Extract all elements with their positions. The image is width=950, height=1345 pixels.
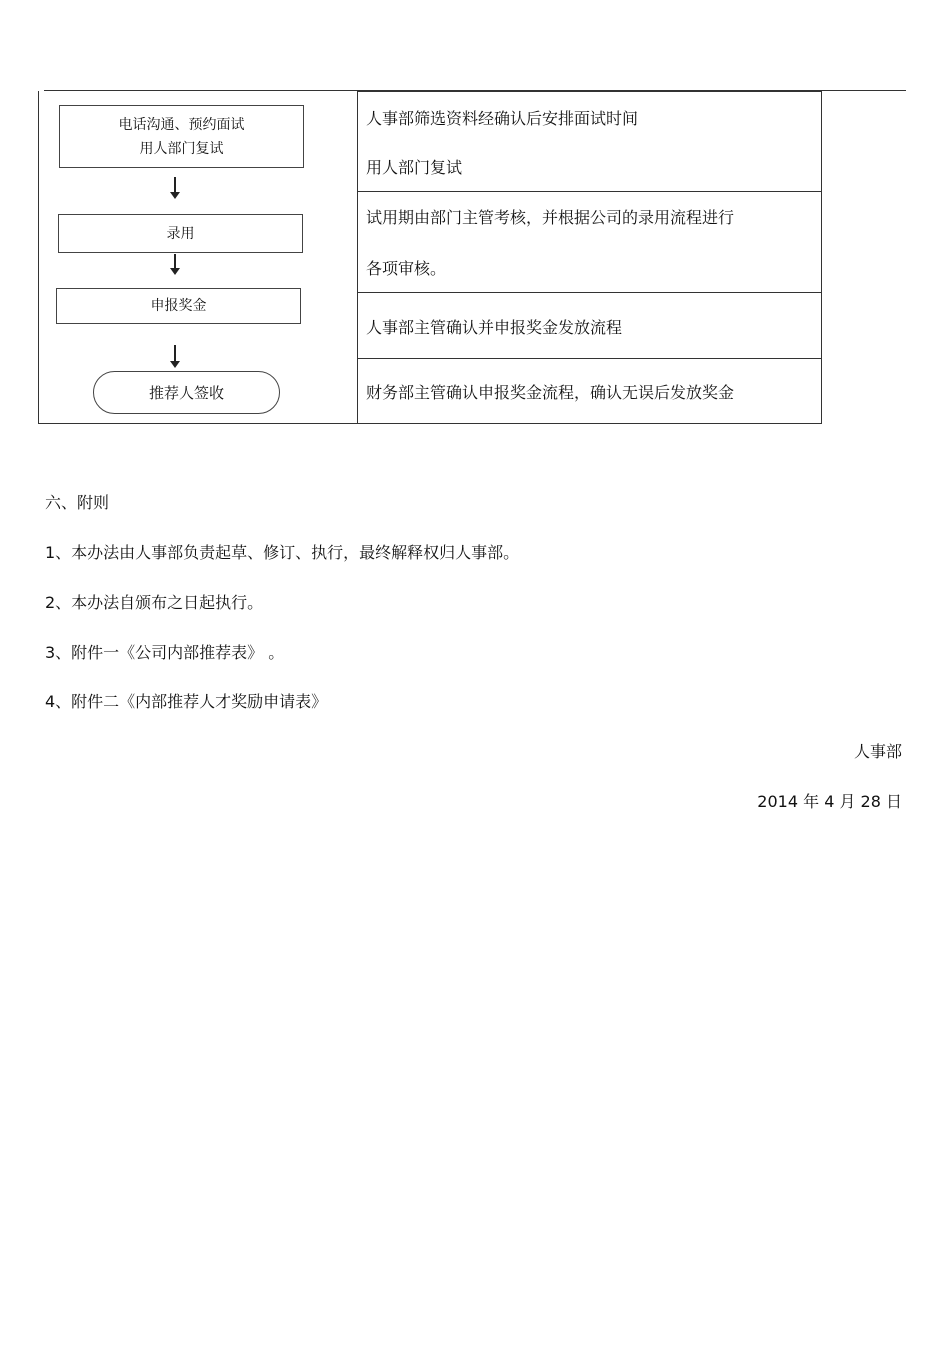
flow-step-label: 申报奖金 [150, 298, 207, 314]
description-text: 人事部主管确认并申报奖金发放流程 [366, 318, 623, 337]
appendix-item: 2、本办法自颁布之日起执行。 [45, 593, 264, 612]
description-text: 用人部门复试 [366, 158, 463, 177]
description-text: 试用期由部门主管考核，并根据公司的录用流程进行 [366, 208, 735, 227]
appendix-item: 1、本办法由人事部负责起草、修订、执行，最终解释权归人事部。 [45, 543, 520, 562]
down-arrow-icon [170, 254, 180, 276]
table-row-divider [357, 191, 822, 192]
flow-step-label: 用人部门复试 [139, 140, 224, 157]
down-arrow-icon [170, 345, 180, 369]
table-row-divider [357, 292, 822, 293]
description-text: 财务部主管确认申报奖金流程，确认无误后发放奖金 [366, 383, 735, 402]
description-text: 人事部筛选资料经确认后安排面试时间 [366, 109, 639, 128]
signature-department: 人事部 [853, 742, 902, 761]
flow-step-label: 录用 [166, 225, 195, 242]
section-heading: 六、附则 [45, 493, 110, 512]
description-text: 各项审核。 [366, 259, 447, 278]
down-arrow-icon [170, 177, 180, 199]
flow-step-signoff [93, 371, 280, 414]
appendix-item: 3、附件一《公司内部推荐表》 。 [45, 643, 285, 662]
appendix-item: 4、附件二《内部推荐人才奖励申请表》 [45, 692, 328, 711]
flow-step-bonus [56, 288, 301, 324]
table-top-border [357, 91, 822, 92]
flow-step-label: 电话沟通、预约面试 [118, 116, 245, 133]
flow-step-hire [58, 214, 303, 253]
signature-date: 2014 年 4 月 28 日 [757, 792, 902, 811]
table-column-divider [357, 91, 358, 424]
flow-step-interview [59, 105, 304, 168]
flow-step-label: 推荐人签收 [148, 384, 224, 402]
table-row-divider [357, 358, 822, 359]
